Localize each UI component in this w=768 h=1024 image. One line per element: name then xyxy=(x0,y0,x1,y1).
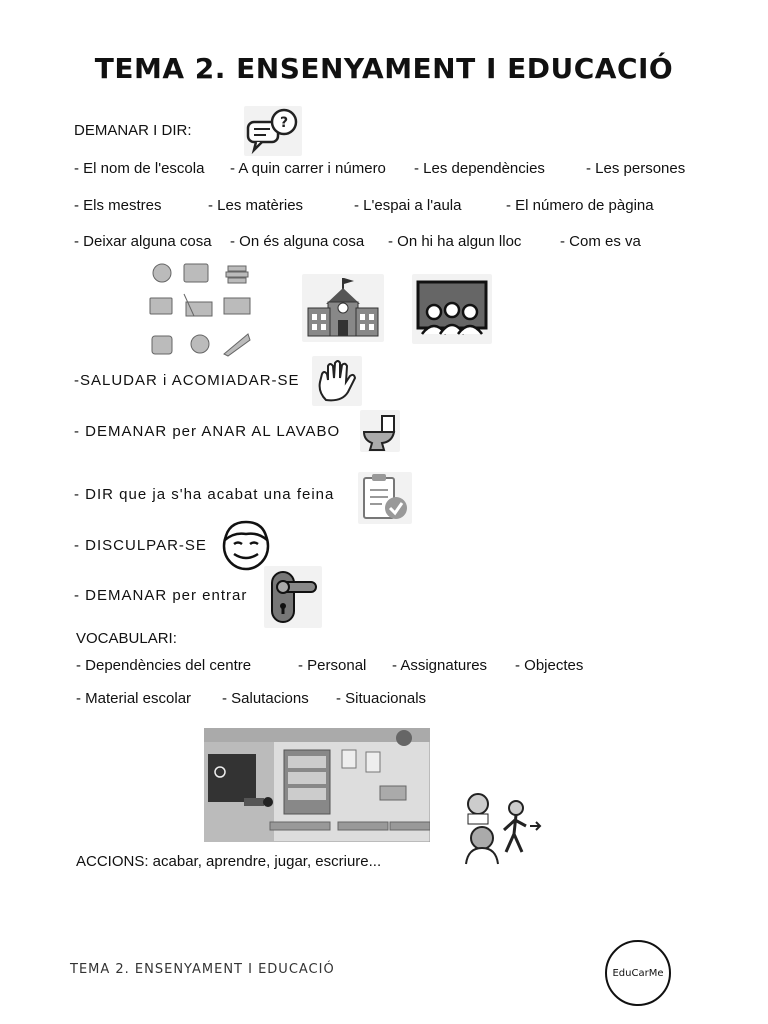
section-heading-demanar: DEMANAR I DIR: xyxy=(74,122,192,139)
vocabulary-row-1 xyxy=(0,657,768,677)
list-item: - El número de pàgina xyxy=(506,197,654,214)
school-building-icon xyxy=(302,274,384,342)
list-item: - Les matèries xyxy=(208,197,304,214)
list-item: - Material escolar xyxy=(76,690,192,707)
speech-bubbles-question-icon xyxy=(244,106,302,156)
demanar-row-2 xyxy=(0,197,768,217)
svg-text:?: ? xyxy=(280,115,289,131)
vocabulary-heading: VOCABULARI: xyxy=(76,630,177,647)
toilet-icon xyxy=(360,410,400,452)
list-item: - Deixar alguna cosa xyxy=(74,233,212,250)
demanar-row-3 xyxy=(0,233,768,253)
accions-line: ACCIONS: acabar, aprendre, jugar, escriure... xyxy=(76,853,382,870)
list-item: - On hi ha algun lloc xyxy=(388,233,522,250)
list-item: - Les dependències xyxy=(414,160,545,177)
page-title: TEMA 2. ENSENYAMENT I EDUCACIÓ xyxy=(94,52,674,85)
school-objects-grid-icon xyxy=(144,258,256,360)
footer-text: TEMA 2. ENSENYAMENT I EDUCACIÓ xyxy=(70,962,335,977)
logo-text: EduCarMe xyxy=(612,967,664,979)
door-handle-icon xyxy=(264,566,322,628)
list-item: - Assignatures xyxy=(392,657,488,674)
action-lavabo: - DEMANAR per ANAR AL LAVABO xyxy=(74,423,341,440)
action-entrar: - DEMANAR per entrar xyxy=(74,587,248,604)
action-disculpar: - DISCULPAR-SE xyxy=(74,537,207,554)
list-item: - El nom de l'escola xyxy=(74,160,205,177)
classroom-scene-illustration xyxy=(204,728,430,842)
list-item: - A quin carrer i número xyxy=(230,160,386,177)
list-item: - L'espai a l'aula xyxy=(354,197,462,214)
list-item: - Situacionals xyxy=(336,690,427,707)
list-item: - Com es va xyxy=(560,233,641,250)
waving-hand-icon xyxy=(312,356,362,406)
vocabulary-row-2 xyxy=(0,690,768,710)
educarme-logo xyxy=(605,940,671,1006)
classroom-board-icon xyxy=(412,274,492,344)
list-item: - Objectes xyxy=(515,657,584,674)
list-item: - Dependències del centre xyxy=(76,657,252,674)
list-item: - On és alguna cosa xyxy=(230,233,365,250)
children-actions-illustration xyxy=(460,790,544,866)
smiling-face-icon xyxy=(218,516,274,572)
list-item: - Salutacions xyxy=(222,690,309,707)
clipboard-check-icon xyxy=(358,472,412,524)
action-saludar: -SALUDAR i ACOMIADAR-SE xyxy=(74,372,300,389)
list-item: - Personal xyxy=(298,657,367,674)
action-feina: - DIR que ja s'ha acabat una feina xyxy=(74,486,335,503)
list-item: - Els mestres xyxy=(74,197,162,214)
list-item: - Les persones xyxy=(586,160,686,177)
demanar-row-1 xyxy=(0,160,768,180)
